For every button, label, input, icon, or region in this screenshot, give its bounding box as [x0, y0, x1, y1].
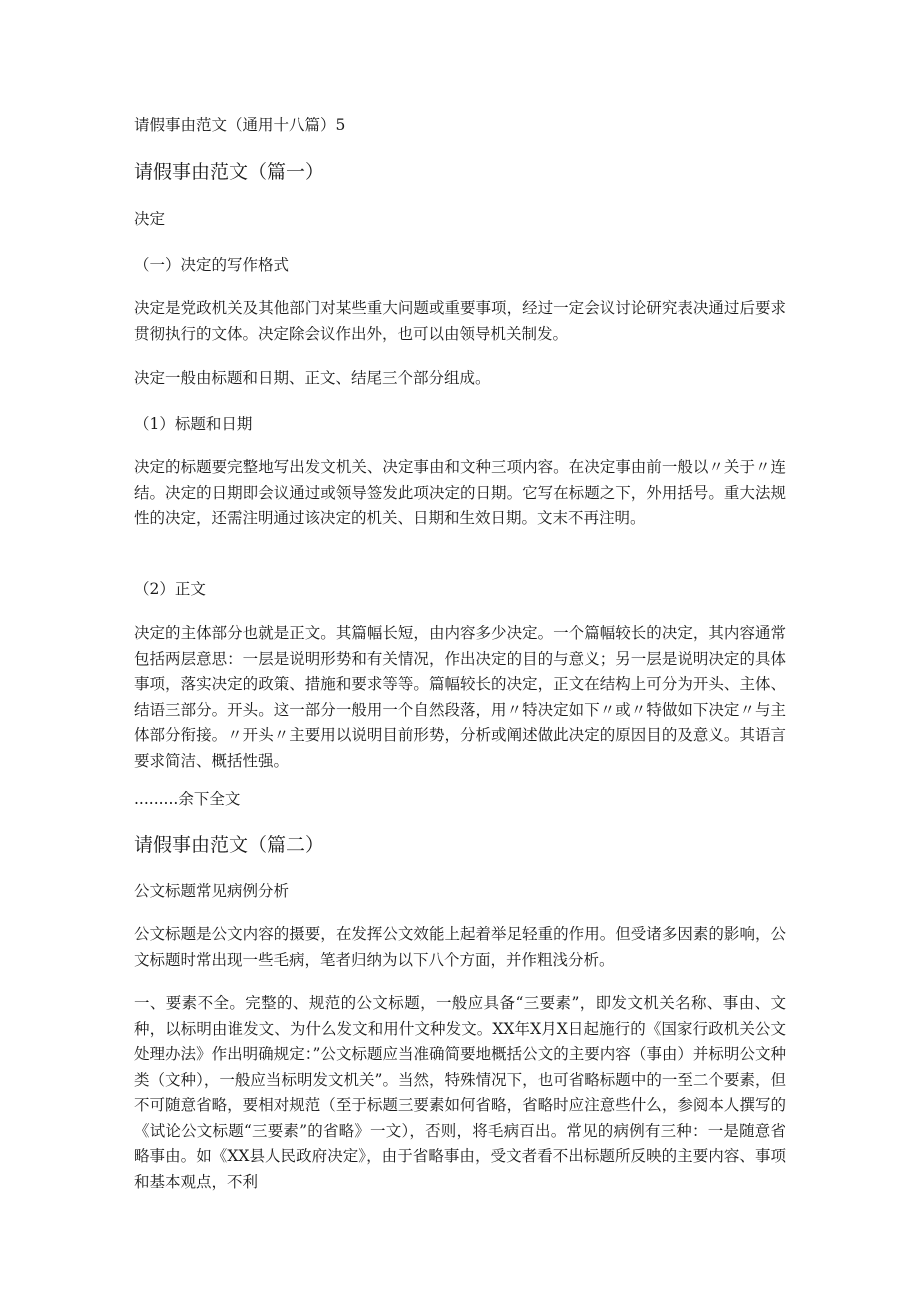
section-1-paragraph-2: 决定一般由标题和日期、正文、结尾三个部分组成。 — [134, 369, 491, 387]
section-1-heading: 请假事由范文（篇一） — [134, 161, 325, 183]
read-more-link[interactable]: .........余下全文 — [134, 790, 241, 808]
section-1-subject: 决定 — [134, 210, 166, 228]
section-1-paragraph-3: 决定的标题要完整地写出发文机关、决定事由和文种三项内容。在决定事由前一般以〃关于〃连结。决定的日期即会议通过或领导签发此项决定的日期。它写在标题之下，外用括号。重大法规性的决定，还需注明通过该决定的机关、日期和生效日期。文末不再注明。 — [134, 458, 786, 527]
section-1-item-2: （2）正文 — [134, 580, 206, 598]
section-2-heading: 请假事由范文（篇二） — [134, 834, 325, 856]
section-2-paragraph-2: 一、要素不全。完整的、规范的公文标题，一般应具备“三要素”，即发文机关名称、事由、文种，以标明由谁发文、为什么发文和用什文种发文。XX年X月X日起施行的《国家行政机关公文处理办法》作出明确规定：”公文标题应当准确简要地概括公文的主要内容（事由）并标明公文种类（文种），一般应当标明发文机关”。当然，特殊情况下，也可省略标题中的一至二个要素，但不可随意省略，要相对规范（至于标题三要素如何省略，省略时应注意些什么，参阅本人撰写的《试论公文标题“三要素”的省略》一文），否则，将毛病百出。常见的病例有三种：一是随意省略事由。如《XX县人民政府决定》，由于省略事由，受文者看不出标题所反映的主要内容、事项和基本观点，不利 — [134, 994, 786, 1191]
section-1-paragraph-1: 决定是党政机关及其他部门对某些重大问题或重要事项，经过一定会议讨论研究表决通过后要求贯彻执行的文体。决定除会议作出外，也可以由领导机关制发。 — [134, 299, 786, 343]
section-2-subheading: 公文标题常见病例分析 — [134, 882, 290, 900]
document-title: 请假事由范文（通用十八篇）5 — [134, 116, 346, 134]
section-2-paragraph-1: 公文标题是公文内容的摄要，在发挥公文效能上起着举足轻重的作用。但受诸多因素的影响，公文标题时常出现一些毛病，笔者归纳为以下八个方面，并作粗浅分析。 — [134, 925, 786, 969]
section-1-item-1: （1）标题和日期 — [134, 415, 253, 433]
section-1-subheading: （一）决定的写作格式 — [134, 256, 290, 274]
section-1-paragraph-4: 决定的主体部分也就是正文。其篇幅长短，由内容多少决定。一个篇幅较长的决定，其内容通常包括两层意思：一层是说明形势和有关情况，作出决定的目的与意义；另一层是说明决定的具体事项，落实决定的政策、措施和要求等等。篇幅较长的决定，正文在结构上可分为开头、主体、结语三部分。开头。这一部分一般用一个自然段落，用〃特决定如下〃或〃特做如下决定〃与主体部分衔接。〃开头〃主要用以说明目前形势，分析或阐述做此决定的原因目的及意义。其语言要求简洁、概括性强。 — [134, 624, 786, 770]
